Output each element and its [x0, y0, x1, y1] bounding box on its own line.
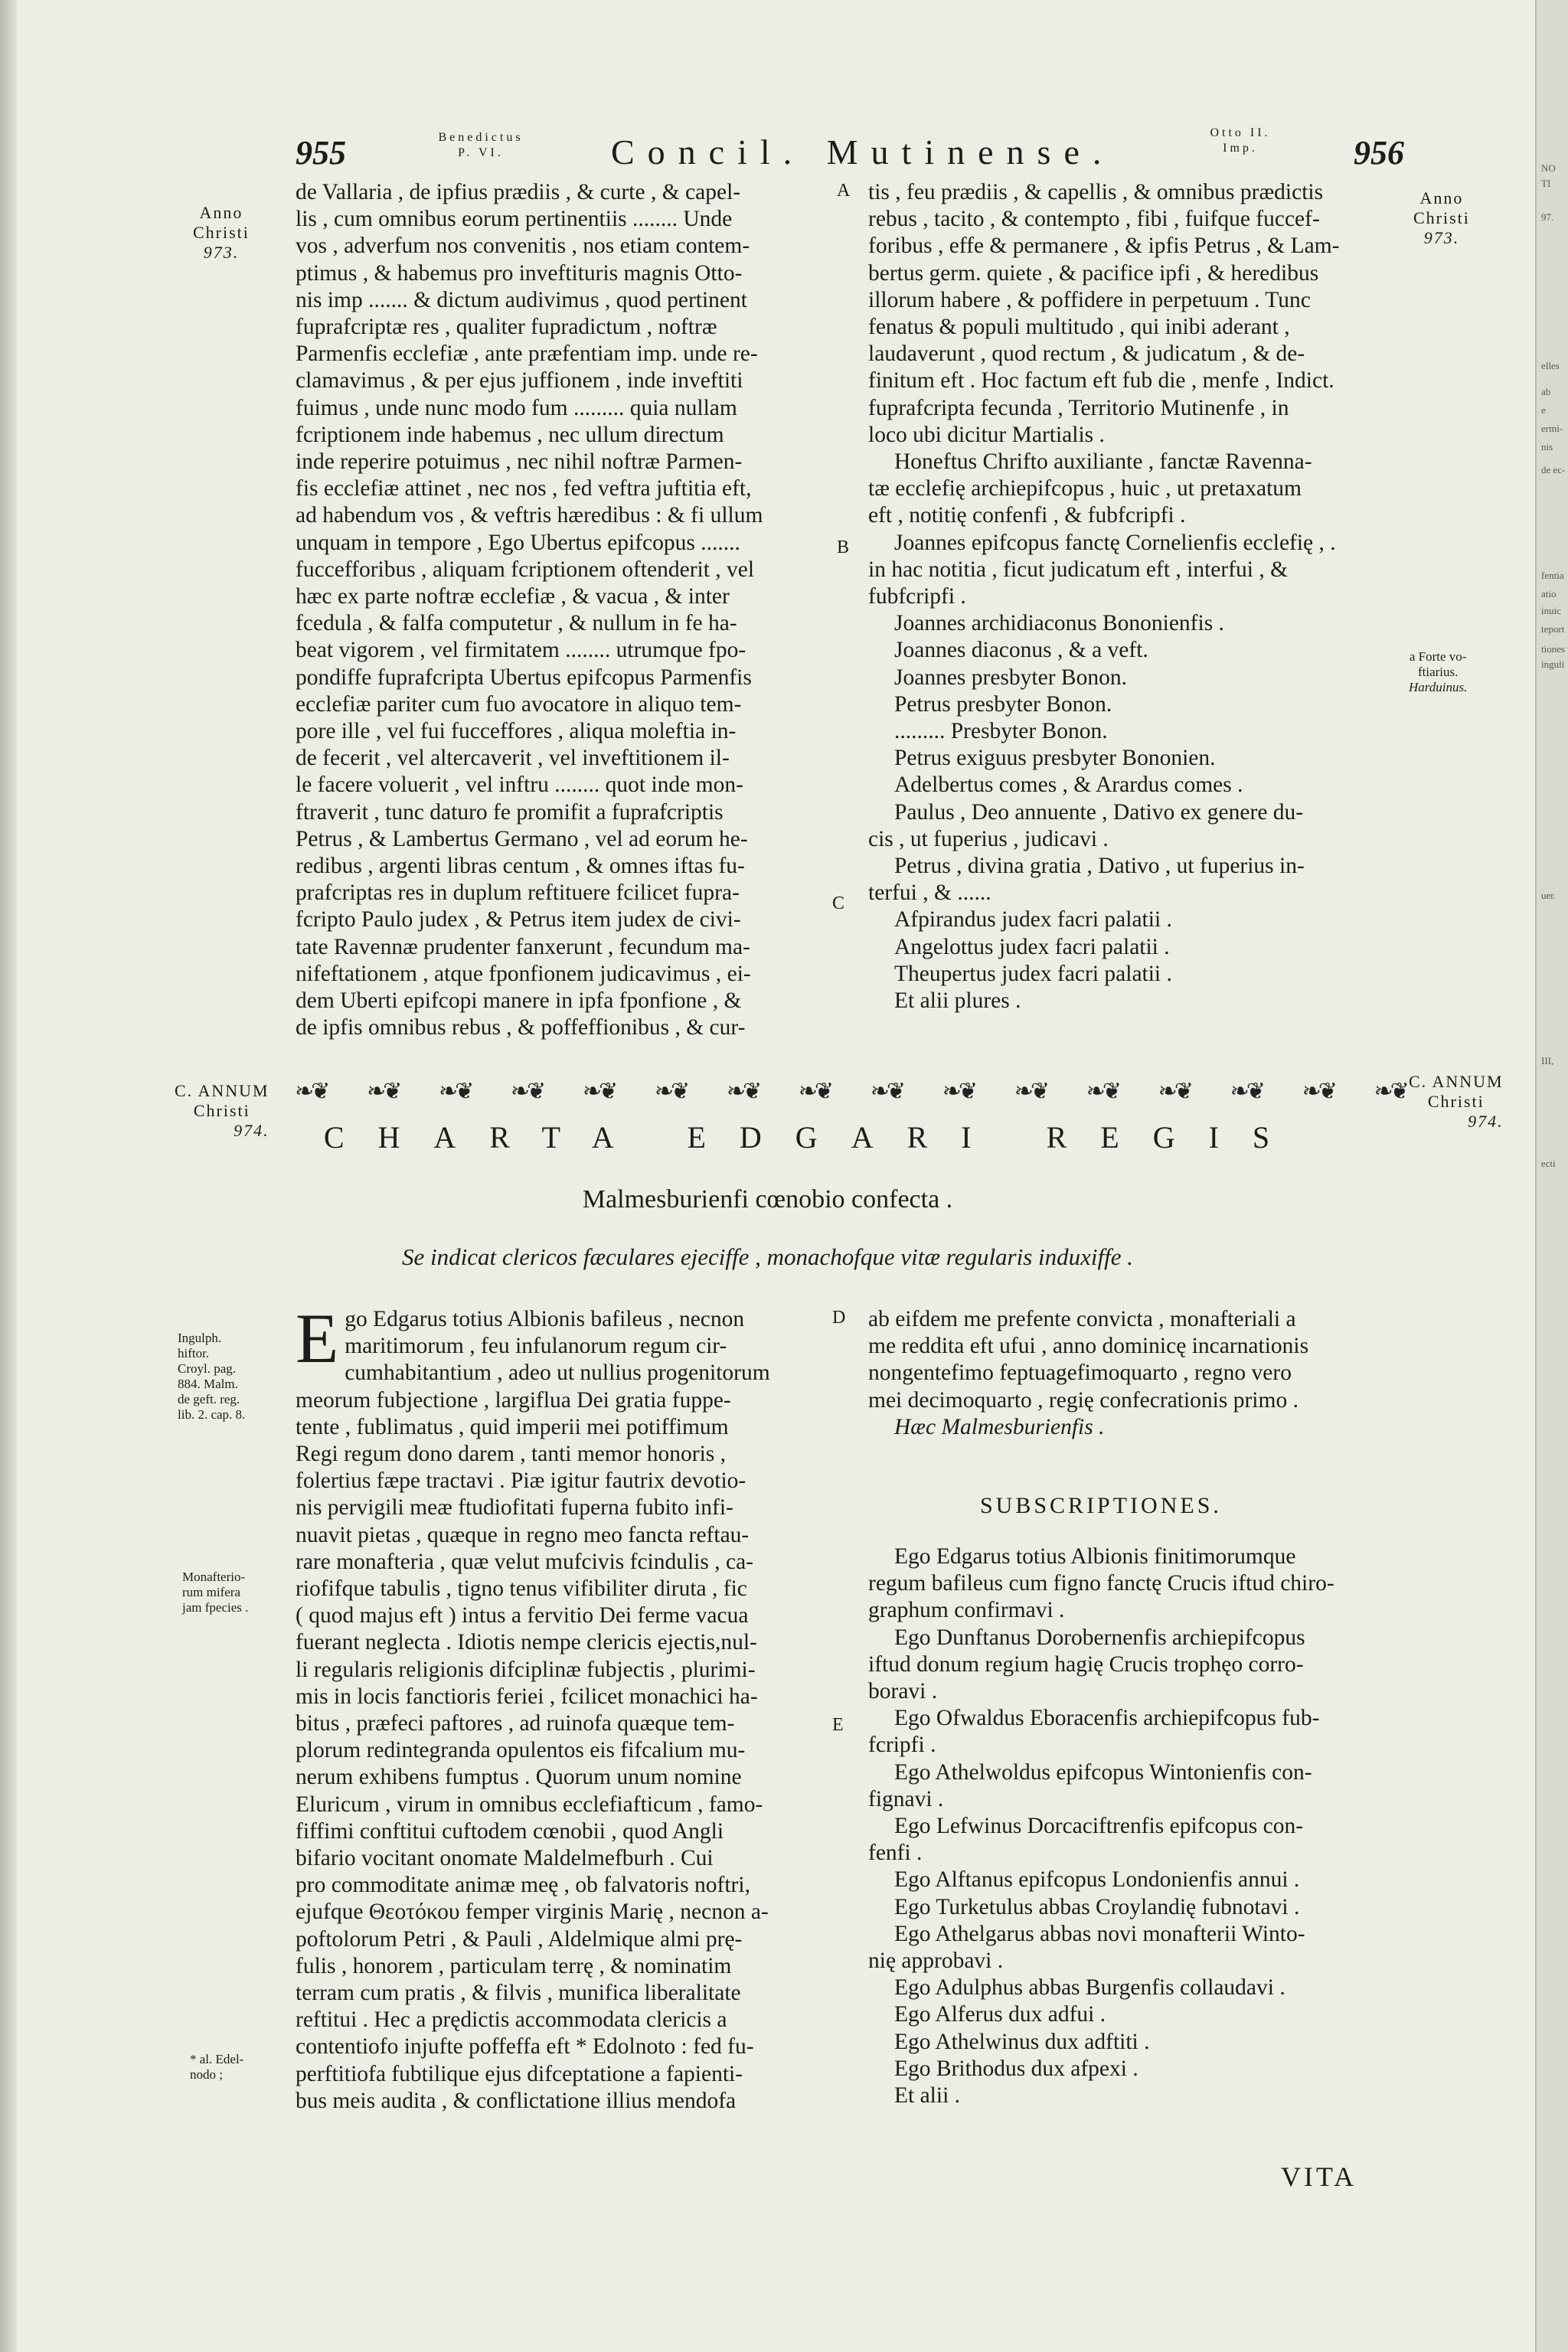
- text-line: illorum habere , & poffidere in perpetuum . Tunc: [868, 287, 1311, 312]
- text-line: laudaverunt , quod rectum , & judicatum , & de-: [868, 341, 1305, 367]
- left-author-block: [404, 130, 557, 161]
- text-line: maritimorum , feu infulanorum regum cir-: [345, 1334, 727, 1359]
- text-line: redibus , argenti libras centum , & omnes iftas fu-: [296, 854, 745, 879]
- bleed-fragment: ecti: [1541, 1158, 1556, 1169]
- text-line: riofifque tabulis , tigno tenus vifibiliter diruta , fic: [296, 1576, 747, 1602]
- text-line: nuavit pietas , quæque in regno meo fancta reftau-: [296, 1522, 750, 1547]
- text-line: bifario vocitant onomate Maldelmefburh . Cui: [296, 1846, 714, 1871]
- text-line: foribus , effe & permanere , & ipfis Petrus , & Lam-: [868, 234, 1340, 259]
- text-line: nifeftationem , atque fponfionem judicavimus , ei-: [296, 961, 751, 986]
- text-line: pondiffe fuprafcripta Ubertus epifcopus Parmenfis: [296, 665, 752, 690]
- right-author-line2: Imp.: [1223, 142, 1258, 155]
- ornament-glyph: ❧❦: [295, 1078, 328, 1104]
- text-line: Petrus presbyter Bonon.: [894, 691, 1112, 717]
- text-line: fcedula , & falfa computetur , & nullum in fe ha-: [296, 611, 737, 636]
- signature-line: fenfi .: [868, 1841, 923, 1866]
- bleed-fragment: III,: [1541, 1055, 1554, 1067]
- ornament-glyph: ❧❦: [438, 1078, 472, 1104]
- forte-vestiarius-note: a Forte vo- ftiarius. Harduinus.: [1409, 649, 1468, 694]
- text-line: mis in locis fanctioris feriei , fcilicet monachici ha-: [296, 1684, 758, 1709]
- text-line: fubfcripfi .: [868, 584, 966, 609]
- text-line: inde reperire potuimus , nec nihil noftræ Parmen-: [296, 449, 743, 475]
- upper-left-column: [296, 179, 822, 1042]
- anno-christi-left: Anno Christi 973.: [193, 203, 250, 262]
- text-line: ecclefiæ pariter cum fuo avocatore in aliquo tem-: [296, 691, 742, 717]
- ornament-glyph: ❧❦: [1086, 1078, 1119, 1104]
- c-annum-left: C. ANNUM Christi 974.: [175, 1081, 270, 1140]
- edelnodo-note: * al. Edel- nodo ;: [190, 2052, 244, 2082]
- text-line: cis , ut fuperius , judicavi .: [868, 826, 1109, 851]
- next-page-edge: [1537, 0, 1568, 2352]
- lower-left-column: [296, 1299, 822, 2115]
- running-header: [0, 122, 1535, 176]
- text-line: ftraverit , tunc daturo fe promifit a fuprafcriptis: [296, 799, 724, 825]
- text-line: fis ecclefiæ attinet , nec nos , fed veftra juftitia eft,: [296, 476, 752, 501]
- text-line: mei decimoquarto , regię confecrationis primo .: [868, 1387, 1298, 1413]
- text-line: bus meis audita , & conflictatione illius mendofa: [296, 2088, 737, 2113]
- bleed-fragment: elles: [1541, 360, 1560, 371]
- text-line: me reddita eft ufui , anno dominicę incarnationis: [868, 1334, 1309, 1359]
- signature-line: Ego Adulphus abbas Burgenfis collaudavi .: [894, 1975, 1285, 2001]
- ornament-glyph: ❧❦: [942, 1078, 975, 1104]
- charta-title: CHARTA EDGARI REGIS: [323, 1120, 1304, 1155]
- signature-line: iftud donum regium hagię Crucis trophęo corro-: [868, 1651, 1304, 1677]
- bleed-fragment: atio: [1541, 588, 1557, 599]
- text-line: Adelbertus comes , & Arardus comes .: [894, 773, 1243, 798]
- text-line: perftitiofa fubtilique ejus difceptatione a fapienti-: [296, 2061, 743, 2086]
- text-line: meorum fubjectione , largiflua Dei gratia fuppe-: [296, 1387, 731, 1413]
- text-line: vos , adverfum nos convenitis , nos etiam contem-: [296, 234, 750, 259]
- right-page-number: 956: [1354, 134, 1404, 172]
- text-line: nis imp ....... & dictum audivimus , quod pertinent: [296, 287, 747, 312]
- text-line: folertius fæpe tractavi . Piæ igitur fautrix devotio-: [296, 1468, 746, 1494]
- text-line: fcripto Paulo judex , & Petrus item judex de civi-: [296, 907, 741, 933]
- text-line: fcriptionem inde habemus , nec ullum directum: [296, 422, 724, 447]
- bleed-fragment: de ec-: [1541, 464, 1566, 475]
- left-author-line2: P. VI.: [458, 146, 504, 159]
- text-line: lis , cum omnibus eorum pertinentiis ........ Unde: [296, 207, 733, 232]
- text-line: Petrus exiguus presbyter Bononien.: [894, 746, 1216, 771]
- text-line: tate Ravennæ prudenter fanxerunt , fecundum ma-: [296, 934, 750, 959]
- signature-line: fcripfi .: [868, 1733, 936, 1758]
- ornament-glyph: ❧❦: [510, 1078, 544, 1104]
- text-line: rebus , tacito , & contempto , fibi , fuifque fuccef-: [868, 207, 1320, 232]
- ornament-glyph: ❧❦: [1014, 1078, 1047, 1104]
- text-line: Regi regum dono darem , tanti memor honoris ,: [296, 1442, 727, 1467]
- left-page-number: 955: [296, 134, 346, 172]
- text-line: ( quod majus eft ) intus a fervitio Dei ferme vacua: [296, 1603, 749, 1628]
- text-line: Parmenfis ecclefiæ , ante præfentiam imp. unde re-: [296, 341, 758, 367]
- text-line: loco ubi dicitur Martialis .: [868, 422, 1105, 447]
- text-line: fiffimi conftitui cuftodem cœnobii , quod Angli: [296, 1818, 724, 1844]
- signature-line: boravi .: [868, 1679, 938, 1704]
- right-author-block: [1194, 126, 1286, 156]
- catchword: VITA: [1281, 2161, 1357, 2192]
- signature-line: Ego Athelwoldus epifcopus Wintonienfis con-: [894, 1759, 1312, 1785]
- text-line: tente , fublimatus , quid imperii mei potiffimum: [296, 1414, 729, 1439]
- text-line: terfui , & ......: [868, 880, 991, 906]
- text-line: ejufque Θεοτόκου femper virginis Marię , necnon a-: [296, 1900, 769, 1925]
- bleed-fragment: nis: [1541, 441, 1553, 452]
- bleed-fragment: e: [1541, 404, 1546, 416]
- text-line: ......... Presbyter Bonon.: [894, 719, 1108, 744]
- ornament-glyph: ❧❦: [1158, 1078, 1191, 1104]
- text-line: beat vigorem , vel firmitatem ........ utrumque fpo-: [296, 638, 746, 663]
- section-letter-d: D: [832, 1308, 846, 1328]
- text-line: nerum exhibens fumptus . Quorum unum nomine: [296, 1765, 742, 1790]
- text-line: contentiofo injufte poffeffa eft * Edolnoto : fed fu-: [296, 2034, 754, 2060]
- signature-line: nię approbavi .: [868, 1949, 1004, 1974]
- section-letter-b: B: [837, 537, 850, 557]
- text-line: de ipfis omnibus rebus , & poffeffionibus , & cur-: [296, 1015, 746, 1040]
- signature-line: Ego Dunftanus Dorobernenfis archiepifcopus: [894, 1625, 1305, 1650]
- text-line: fuprafcripta fecunda , Territorio Mutinenfe , in: [868, 395, 1289, 420]
- text-line: poftolorum Petri , & Pauli , Aldelmique almi prę-: [296, 1926, 743, 1952]
- ingulph-reference: Ingulph. hiftor. Croyl. pag. 884. Malm. de geft. reg. lib. 2. cap. 8.: [178, 1331, 246, 1422]
- c-annum-right: C. ANNUM Christi 974.: [1409, 1072, 1504, 1131]
- ornament-glyph: ❧❦: [798, 1078, 831, 1104]
- text-line: cumhabitantium , adeo ut nullius progenitorum: [345, 1361, 770, 1386]
- text-line: Angelottus judex facri palatii .: [894, 934, 1170, 959]
- upper-right-column: [868, 179, 1404, 1014]
- text-line: ptimus , & habemus pro inveftituris magnis Otto-: [296, 260, 743, 286]
- signature-line: Ego Alferus dux adfui .: [894, 2002, 1106, 2027]
- ornament-glyph: ❧❦: [1302, 1078, 1334, 1104]
- text-line: rare monafteria , quæ velut mufcivis fcindulis , ca-: [296, 1549, 753, 1574]
- drop-cap: E: [296, 1299, 339, 1377]
- text-line: li regularis religionis difciplinæ fubjectis , plurimi-: [296, 1657, 756, 1682]
- text-line: in hac notitia , ficut judicatum eft , interfui , &: [868, 557, 1289, 582]
- signature-line: fignavi .: [868, 1786, 944, 1811]
- bleed-fragment: ermi-: [1541, 423, 1563, 434]
- right-author-line1: Otto II.: [1210, 126, 1271, 139]
- monasteriorum-note: Monafterio- rum mifera jam fpecies .: [182, 1570, 249, 1615]
- text-line: Joannes archidiaconus Bononienfis .: [894, 611, 1224, 636]
- bleed-fragment: NO: [1541, 162, 1556, 174]
- text-line: fuerant neglecta . Idiotis nempe clericis ejectis,nul-: [296, 1630, 757, 1655]
- text-line: reftitui . Hec a prędictis accommodata clericis a: [296, 2007, 727, 2033]
- text-line: le facere voluerit , vel inftru ........ quot inde mon-: [296, 773, 743, 798]
- text-line: Petrus , & Lambertus Germano , vel ad eorum he-: [296, 826, 748, 851]
- text-line: finitum eft . Hoc factum eft fub die , menfe , Indict.: [868, 368, 1334, 394]
- text-line: Theupertus judex facri palatii .: [894, 961, 1172, 986]
- text-line: pore ille , vel fui fucceffores , aliqua moleftia in-: [296, 719, 737, 744]
- text-line: go Edgarus totius Albionis bafileus , necnon: [345, 1307, 745, 1331]
- text-line: nis pervigili meæ ftudiofitati fuperna fubito infi-: [296, 1495, 733, 1521]
- ornament-glyph: ❧❦: [366, 1078, 400, 1104]
- section-letter-a: A: [837, 181, 851, 201]
- bleed-fragment: tiones: [1541, 643, 1566, 655]
- text-line: fenatus & populi multitudo , qui inibi aderant ,: [868, 315, 1290, 340]
- text-line: fulis , honorem , particulam terrę , & nominatim: [296, 1953, 732, 1978]
- text-line: Petrus , divina gratia , Dativo , ut fuperius in-: [894, 854, 1305, 879]
- ornament-glyph: ❧❦: [582, 1078, 616, 1104]
- text-line: unquam in tempore , Ego Ubertus epifcopus .......: [296, 530, 740, 555]
- text-line: tæ ecclefię archiepifcopus , huic , ut pretaxatum: [868, 476, 1302, 501]
- section-letter-e: E: [832, 1715, 844, 1735]
- text-line: tis , feu prædiis , & capellis , & omnibus prædictis: [868, 180, 1324, 204]
- text-line: de Vallaria , de ipfius prædiis , & curte , & capel-: [296, 180, 741, 204]
- ornament-glyph: ❧❦: [1230, 1078, 1263, 1104]
- signature-line: Et alii .: [894, 2083, 961, 2109]
- ornamental-rule: [295, 1078, 1406, 1104]
- text-line: Hæc Malmesburienfis .: [894, 1414, 1105, 1439]
- subscriptiones-list: [868, 1544, 1404, 2109]
- ornament-glyph: ❧❦: [870, 1078, 903, 1104]
- signature-line: Ego Turketulus abbas Croylandię fubnotavi .: [894, 1894, 1300, 1919]
- charta-subtitle: Malmesburienfi cœnobio confecta .: [582, 1185, 953, 1214]
- header-title: Concil. Mutinense.: [611, 132, 1115, 172]
- text-line: Honeftus Chrifto auxiliante , fanctæ Ravenna-: [894, 449, 1312, 475]
- signature-line: Ego Brithodus dux afpexi .: [894, 2056, 1138, 2081]
- bleed-fragment: fentia: [1541, 570, 1564, 581]
- text-line: fuprafcriptæ res , qualiter fupradictum , noftræ: [296, 315, 717, 340]
- text-line: terram cum pratis , & filvis , munifica liberalitate: [296, 1981, 741, 2006]
- signature-line: Ego Ofwaldus Eboracenfis archiepifcopus fub-: [894, 1706, 1320, 1731]
- text-line: hæc ex parte noftræ ecclefiæ , & vacua , & inter: [296, 584, 730, 609]
- signature-line: regum bafileus cum figno fanctę Crucis iftud chiro-: [868, 1571, 1334, 1596]
- ornament-glyph: ❧❦: [654, 1078, 688, 1104]
- signature-line: Ego Alftanus epifcopus Londonienfis annui .: [894, 1867, 1300, 1893]
- subscriptiones-heading: SUBSCRIPTIONES.: [980, 1493, 1222, 1518]
- anno-christi-right: Anno Christi 973.: [1413, 188, 1470, 247]
- text-line: clamavimus , & per ejus juffionem , inde inveftiti: [296, 368, 743, 394]
- text-line: ab eifdem me prefente convicta , monafteriali a: [868, 1307, 1296, 1331]
- text-line: Paulus , Deo annuente , Dativo ex genere du-: [894, 799, 1304, 825]
- text-line: plorum redintegranda opulentos eis fifcalium mu-: [296, 1738, 746, 1763]
- bleed-fragment: uer.: [1541, 890, 1557, 901]
- bleed-fragment: teport: [1541, 623, 1565, 635]
- text-line: ad habendum vos , & veftris hæredibus : & fi ullum: [296, 503, 763, 528]
- text-line: pro commoditate animæ meę , ob falvatoris noftri,: [296, 1873, 750, 1898]
- text-line: bitus , præfeci paftores , ad ruinofa quæque tem-: [296, 1711, 735, 1736]
- text-line: Joannes presbyter Bonon.: [894, 665, 1127, 690]
- text-line: Joannes epifcopus fanctę Cornelienfis ecclefię , .: [894, 530, 1336, 555]
- bleed-fragment: TI: [1541, 178, 1551, 189]
- left-author-line1: Benedictus: [438, 131, 524, 144]
- section-letter-c: C: [832, 893, 845, 913]
- bleed-fragment: inguli: [1541, 658, 1565, 670]
- text-line: Afpirandus judex facri palatii .: [894, 907, 1172, 933]
- bleed-fragment: 97.: [1541, 211, 1554, 223]
- text-line: eft , notitię confenfi , & fubfcripfi .: [868, 503, 1186, 528]
- text-line: bertus germ. quiete , & pacifice ipfi , & heredibus: [868, 260, 1319, 286]
- signature-line: graphum confirmavi .: [868, 1598, 1065, 1623]
- charta-summary: Se indicat clericos fæculares ejeciffe , monachofque vitæ regularis induxiffe .: [401, 1243, 1134, 1270]
- ornament-glyph: ❧❦: [726, 1078, 760, 1104]
- text-line: de fecerit , vel altercaverit , vel inveftitionem il-: [296, 746, 730, 771]
- text-line: nongentefimo feptuagefimoquarto , regno vero: [868, 1361, 1292, 1386]
- text-line: dem Uberti epifcopi manere in ipfa fponfione , &: [296, 988, 742, 1014]
- text-line: fuimus , unde nunc modo fum ......... quia nullam: [296, 395, 737, 420]
- signature-line: Ego Lefwinus Dorcaciftrenfis epifcopus con-: [894, 1814, 1304, 1839]
- signature-line: Ego Athelwinus dux adftiti .: [894, 2029, 1150, 2054]
- signature-line: Ego Edgarus totius Albionis finitimorumque: [894, 1544, 1296, 1569]
- signature-line: Ego Athelgarus abbas novi monafterii Winto-: [894, 1921, 1305, 1946]
- page-gutter: [0, 0, 17, 2352]
- text-line: Joannes diaconus , & a veft.: [894, 638, 1148, 663]
- lower-right-column: [868, 1306, 1404, 1441]
- bleed-fragment: ab: [1541, 386, 1551, 397]
- text-line: Et alii plures .: [894, 988, 1021, 1014]
- text-line: Eluricum , virum in omnibus ecclefiafticum , famo-: [296, 1792, 763, 1817]
- bleed-fragment: inuic: [1541, 605, 1561, 616]
- ornament-glyph: ❧❦: [1374, 1078, 1406, 1104]
- text-line: prafcriptas res in duplum reftituere fcilicet fupra-: [296, 880, 740, 906]
- text-line: fuccefforibus , aliquam fcriptionem oftenderit , vel: [296, 557, 755, 582]
